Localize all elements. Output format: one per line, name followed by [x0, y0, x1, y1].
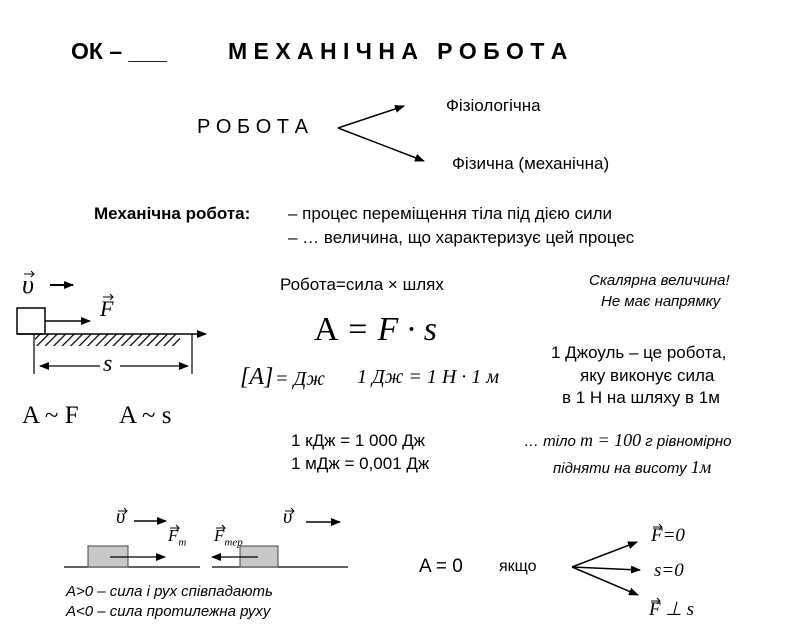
condition-perpendicular: F ⊥ s: [649, 599, 695, 620]
scalar-note-2: Не має напрямку: [601, 293, 721, 310]
task-line-2: [553, 457, 711, 478]
branch-arrow-top: [338, 106, 404, 128]
body-block: [17, 308, 45, 334]
ft-letter: F: [168, 526, 179, 545]
fter-subscript: тер: [224, 536, 243, 549]
surface-hatch: [35, 334, 180, 346]
fter-label: [214, 526, 243, 548]
work-negative-note: A<0 – сила протилежна руху: [66, 603, 271, 620]
fter-letter: F: [214, 526, 225, 545]
kilojoule: 1 кДж = 1 000 Дж: [291, 431, 426, 450]
definition-line-2: – … величина, що характеризує цей процес: [288, 228, 635, 247]
joule-definition-3: в 1 Н на шляху в 1м: [562, 388, 720, 407]
ft-label: [168, 526, 186, 548]
scalar-note-1: Скалярна величина!: [589, 272, 730, 289]
task-line-1b: г рівномірно: [641, 433, 732, 450]
task-line-1: [524, 430, 732, 451]
definition-term: Механічна робота:: [94, 204, 251, 223]
formula-caption: Робота=сила × шлях: [280, 275, 444, 294]
units-joule-def: 1 Дж = 1 Н · 1 м: [357, 366, 500, 388]
branch-physiological: Фізіологічна: [446, 96, 541, 115]
units-unit: = Дж: [275, 368, 325, 390]
formula-main-rhs: = F · s: [346, 311, 437, 348]
task-line-2a: підняти на висоту: [553, 460, 691, 477]
ft-subscript: т: [178, 536, 187, 549]
f-label: F: [100, 296, 114, 321]
branch-physical: Фізична (механічна): [452, 154, 610, 173]
condition-path-zero: s=0: [654, 560, 684, 581]
formula-main-a: A: [314, 311, 339, 348]
joule-definition-1: 1 Джоуль – це робота,: [551, 343, 727, 362]
work-positive-note: A>0 – сила і рух співпадають: [66, 583, 273, 600]
page-title: М Е Х А Н І Ч Н А Р О Б О Т А: [228, 38, 568, 64]
joule-definition-2: яку виконує сила: [580, 366, 715, 385]
definition-line-1: – процес переміщення тіла під дією сили: [288, 204, 613, 223]
s-label: s: [103, 351, 113, 377]
zero-work: A = 0: [419, 556, 463, 577]
proportional-path: A ~ s: [119, 402, 172, 429]
robota-label: Р О Б О Т А: [197, 116, 308, 138]
v1-label: υ: [116, 506, 126, 528]
task-line-1a: … тіло: [524, 433, 580, 450]
condition-arrow-middle: [572, 567, 640, 570]
condition-arrow-bottom: [572, 567, 638, 595]
units-bracket: [A]: [240, 364, 274, 390]
units-a: A: [249, 364, 265, 390]
millijoule: 1 мДж = 0,001 Дж: [291, 454, 430, 473]
task-mass: m = 100: [579, 430, 642, 450]
proportional-force: A ~ F: [22, 402, 79, 429]
task-height: 1м: [690, 457, 712, 477]
branch-arrow-bottom: [338, 128, 424, 161]
v2-label: υ: [283, 506, 293, 528]
page-prefix: ОК – ___: [71, 38, 167, 64]
v-label: υ: [22, 270, 34, 299]
condition-arrow-top: [572, 542, 637, 567]
condition-force-zero: F=0: [651, 525, 685, 546]
if-word: якщо: [499, 558, 537, 575]
